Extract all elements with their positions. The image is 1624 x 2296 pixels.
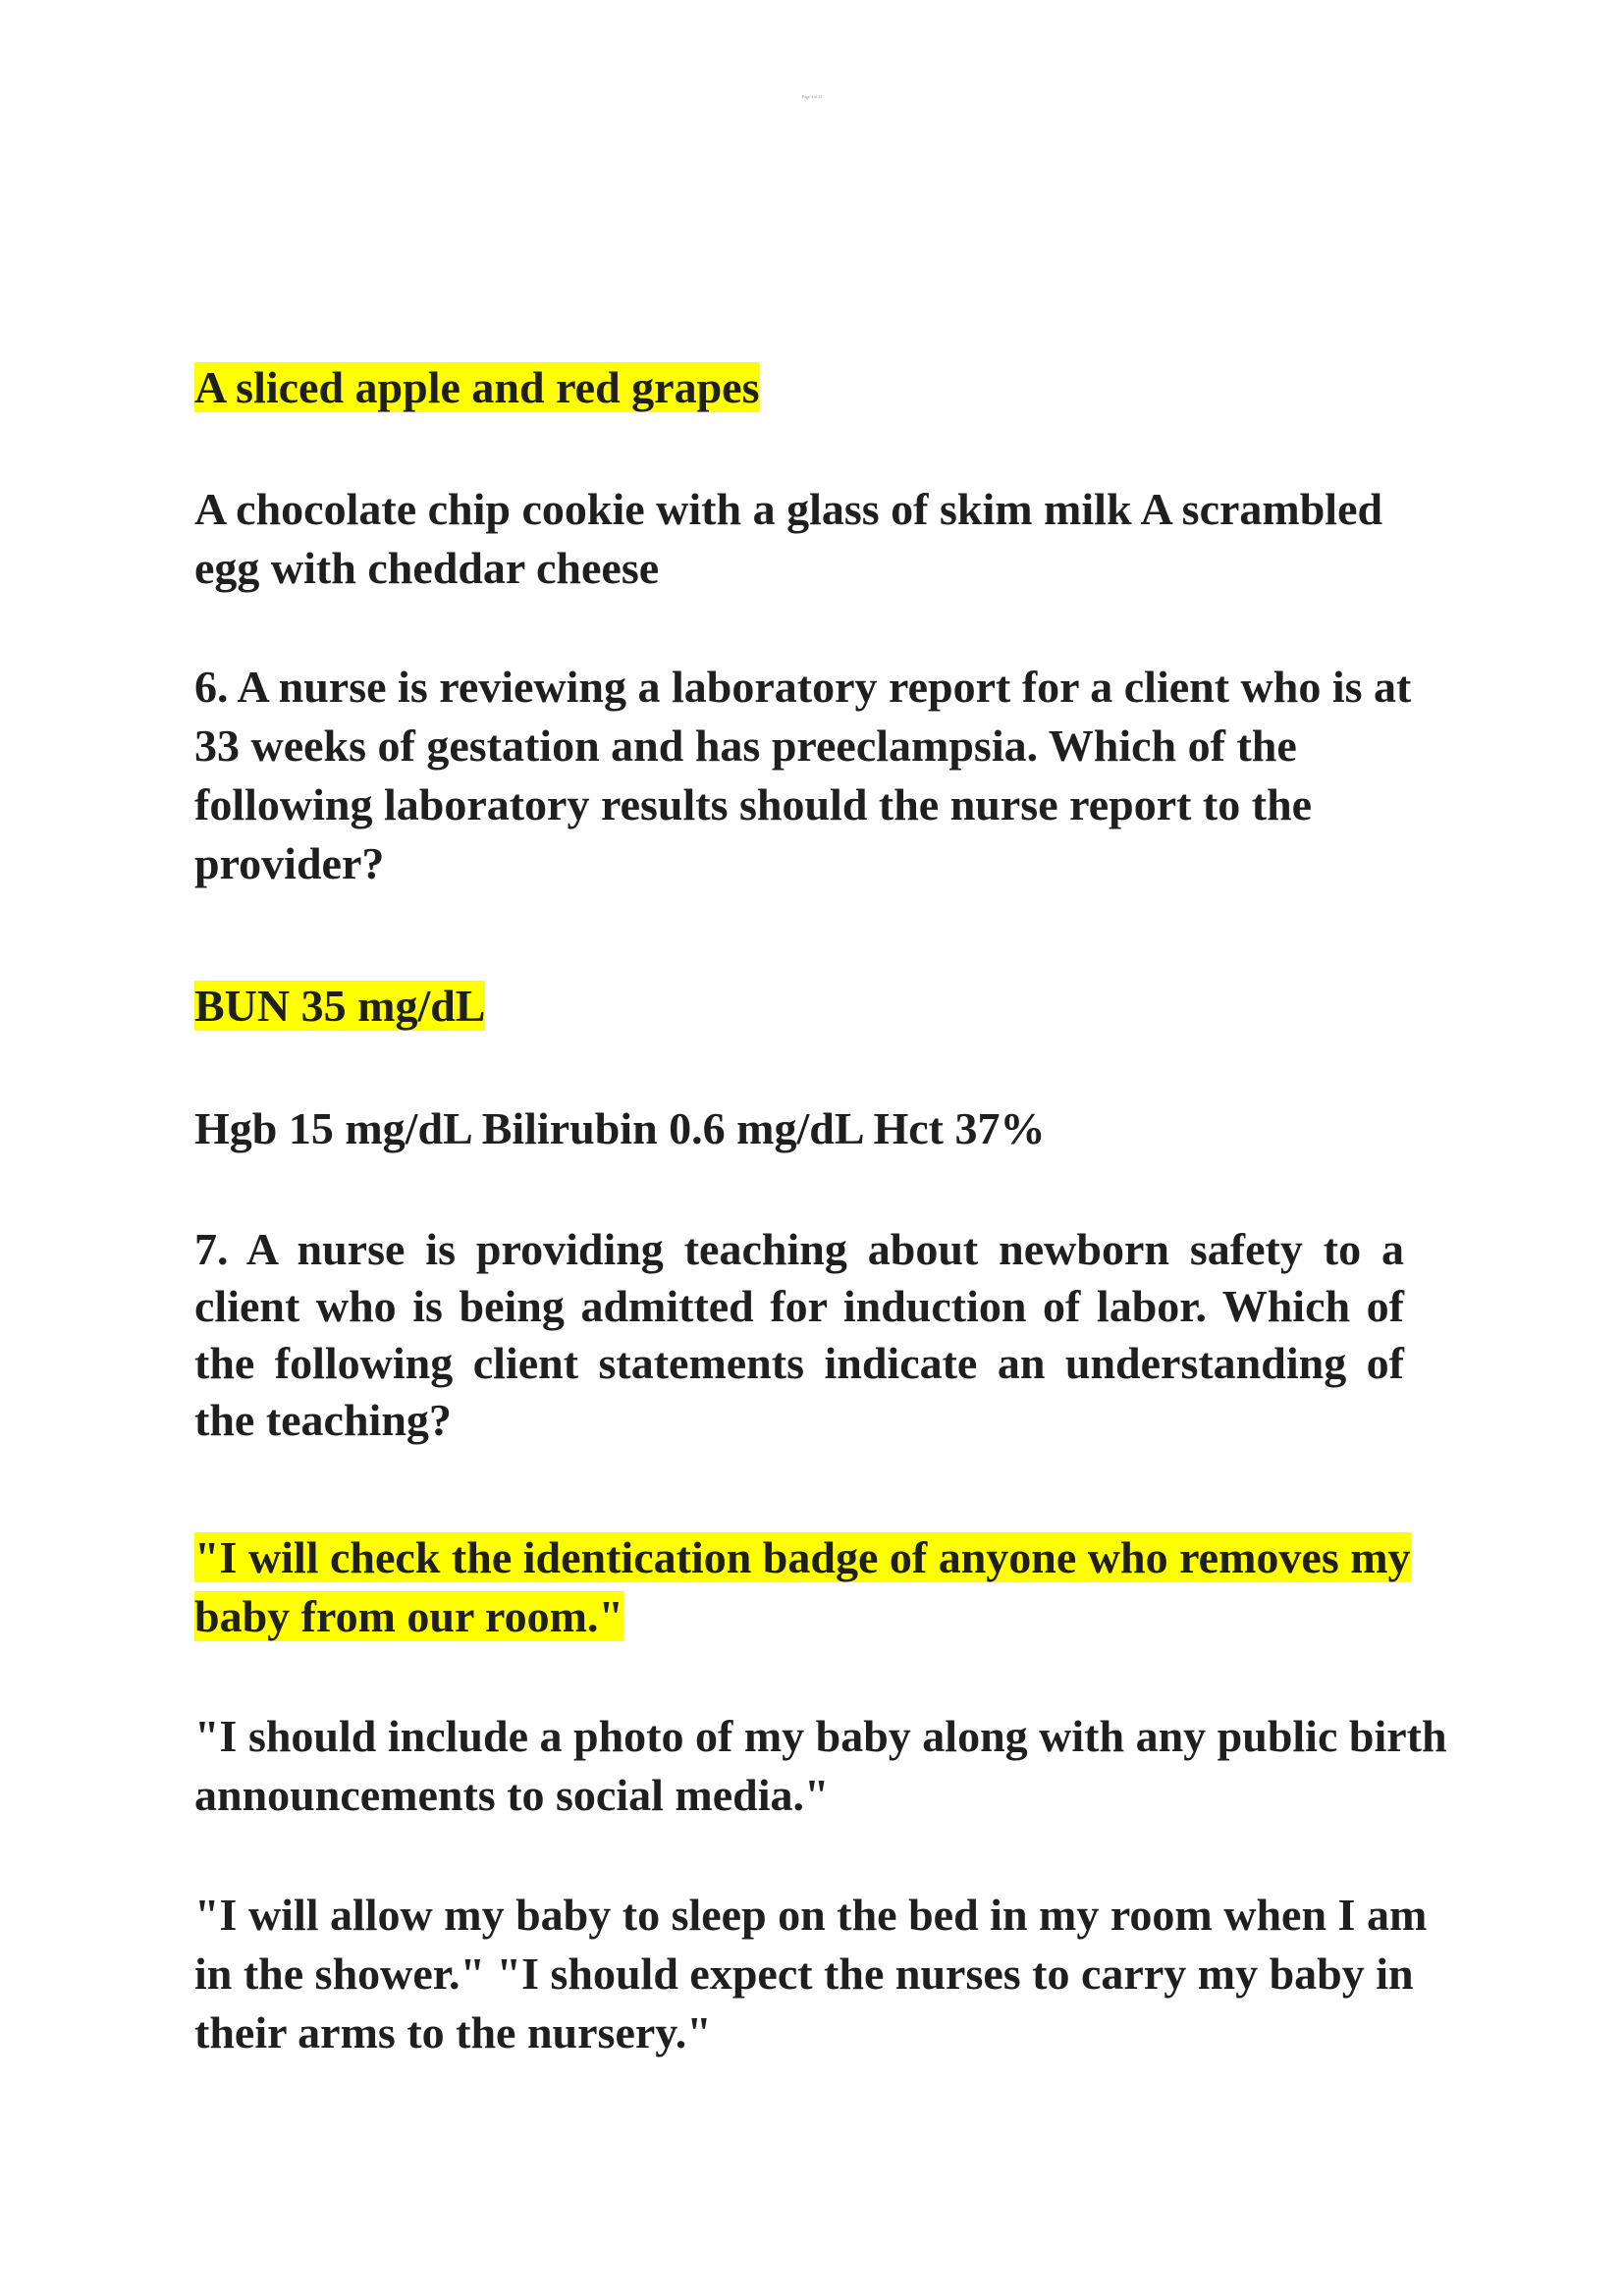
- answer-highlight: A sliced apple and red grapes: [194, 362, 760, 412]
- q6-question: 6. A nurse is reviewing a laboratory report for a client who is at 33 weeks of gestation and has preeclampsia. Which of the following laboratory results should the nurse report to the provider?: [194, 662, 1412, 888]
- q7-correct-answer: [194, 1528, 1451, 1646]
- q7-question: 7. A nurse is providing teaching about newborn safety to a client who is being admitted for induction of labor. Which of the following client statements indicate an understanding of the teaching?: [194, 1224, 1404, 1445]
- q7-options-c-d: "I will allow my baby to sleep on the bed in my room when I am in the shower." "I should expect the nurses to carry my baby in their arms to the nursery.": [194, 1890, 1428, 2057]
- q5-correct-answer: [194, 358, 1451, 417]
- page-header-mark: Page 4 of 12: [801, 94, 823, 99]
- q7-option-b: "I should include a photo of my baby along with any public birth announcements to social media.": [194, 1711, 1447, 1820]
- q5-other-options: A chocolate chip cookie with a glass of skim milk A scrambled egg with cheddar cheese: [194, 484, 1383, 593]
- answer-highlight: "I will check the identication badge of anyone who removes my baby from our room.": [194, 1532, 1411, 1641]
- q6-correct-answer: [194, 977, 1451, 1036]
- q6-other-options: Hgb 15 mg/dL Bilirubin 0.6 mg/dL Hct 37%: [194, 1103, 1046, 1153]
- answer-highlight: BUN 35 mg/dL: [194, 981, 486, 1031]
